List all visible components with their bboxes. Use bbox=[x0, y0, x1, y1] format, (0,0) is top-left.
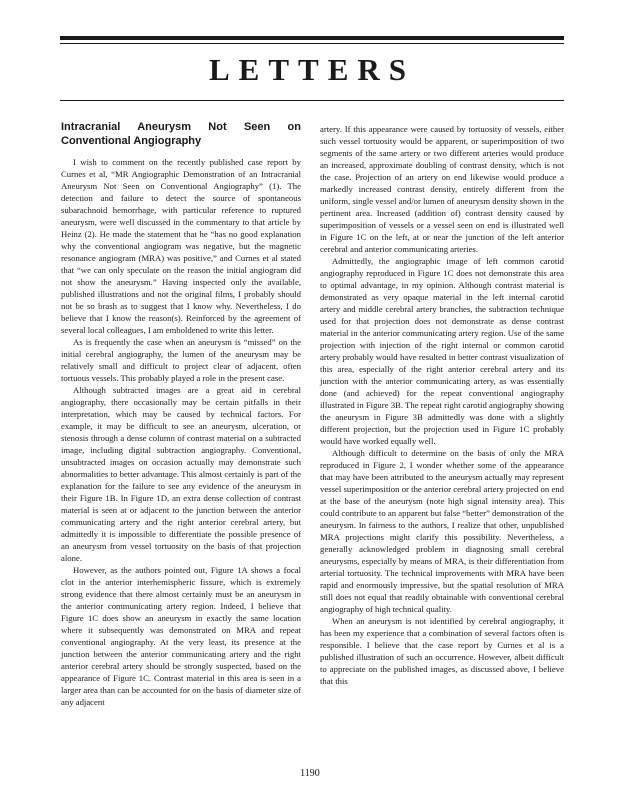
paragraph: Although subtracted images are a great aid in cerebral angiography, there occasionally may be certain pitfalls in their interpretation, which may be caused by technical factors. For example, it may be difficult to see an aneurysm, ulceration, or stenosis through a dense column of contrast material on a subtracted image, including digital subtraction angiography. Conventional, unsubtracted images on occasion actually may demonstrate such abnormalities to better advantage. This almost certainly is part of the explanation for the failure to see any evidence of the aneurysm in their Figure 1B. In Figure 1D, an extra dense collection of contrast material is seen at or adjacent to the junction between the anterior communicating artery and the right anterior cerebral artery, but admittedly it is impossible to differentiate the possible presence of an aneurysm from vessel tortuosity on the basis of that projection alone. bbox=[61, 385, 301, 563]
paragraph: Although difficult to determine on the basis of only the MRA reproduced in Figure 2, I wonder whether some of the appearance that may have been attributed to the aneurysm actually may represent vessel superimposition or the anterior cerebral artery projected on end at the base of the aneurysm (note high signal intensity area). This could contribute to an apparent but false “better” demonstration of the aneurysm. In fairness to the authors, I realize that other, unpublished MRA projections might clarify this possibility. Nevertheless, a generally acknowledged problem in diagnosing small cerebral aneurysms, especially by means of MRA, is their differentiation from arterial tortuosity. The technical improvements with MRA have been rapid and enormously impressive, but the spatial resolution of MRA still does not equal that readily obtainable with conventional cerebral angiography of high technical quality. bbox=[320, 448, 564, 614]
top-rule-thick bbox=[60, 36, 564, 40]
paragraph: When an aneurysm is not identified by cerebral angiography, it has been my experience that a combination of several factors often is responsible. I believe that the case report by Curnes et al is a published illustration of such an occurrence. However, albeit difficult to appreciate on the published images, as discussed above, I believe that this bbox=[320, 616, 564, 686]
left-column bbox=[61, 120, 301, 708]
paragraph: Admittedly, the angiographic image of left common carotid angiography reproduced in Figure 1C does not demonstrate this area to optimal advantage, in my opinion. Although contrast material is demonstrated as very opaque material in the left internal carotid artery and middle cerebral artery branches, the subtraction technique used for that projection does not demonstrate as dense contrast material in the anterior communicating artery region. Use of the same projection with injection of the right internal or common carotid artery probably would have resulted in better contrast visualization of this area, especially of the right anterior cerebral artery and its junction with the anterior communicating artery, as was essentially done (and achieved) for the repeat conventional angiography illustrated in Figure 3B. The repeat right carotid angiography showing the aneurysm in Figure 3B admittedly was done with a slightly different projection, but the projection used in Figure 1C probably would have worked equally well. bbox=[320, 256, 565, 446]
right-column bbox=[320, 123, 564, 687]
paragraph: artery. If this appearance were caused by tortuosity of vessels, either such vessel tortuosity would be apparent, or superimposition of two segments of the same artery or two different arteries would produce an increased, approximate doubling of contrast density, which is not the case. Projection of an artery on end likewise would produce a markedly increased contrast density, entirely different from the uniform, single vessel and/or lumen of aneurysm density shown in the pertinent area. Increased (addition of) contrast density caused by superimposition of vessels or a vessel seen on end is illustrated well in Figure 1C on the left, at or near the junction of the left anterior cerebral and anterior communicating arteries. bbox=[320, 124, 564, 254]
paragraph: I wish to comment on the recently published case report by Curnes et al, “MR Angiographic Demonstration of an Intracranial Aneurysm Not Seen on Conventional Angiography” (1). The detection and failure to detect the source of spontaneous subarachnoid hemorrhage, with particular reference to ruptured aneurysm, were well discussed in the commentary to that article by Heinz (2). He made the statement that he “has no good explanation why the conventional angiogram was negative, but the magnetic resonance angiogram (MRA) was positive,” and Curnes et al stated that “we can only speculate on the reason the initial angiogram did not show the aneurysm.” Having inspected only the available, published illustrations and not the original films, I probably should not be so brash as to suggest that I know why. Nevertheless, I do believe that I know the reason(s). Reinforced by the agreement of several local colleagues, I am emboldened to write this letter. bbox=[61, 157, 301, 335]
paragraph: As is frequently the case when an aneurysm is “missed” on the initial cerebral angiography, the lumen of the aneurysm may be relatively small and difficult to project clear of adjacent, often tortuous vessels. This probably played a role in the present case. bbox=[61, 337, 301, 383]
paragraph: However, as the authors pointed out, Figure 1A shows a focal clot in the anterior interhemispheric fissure, which is extremely strong evidence that there almost certainly must be an aneurysm in the anterior communicating artery region. Indeed, I believe that Figure 1C does show an aneurysm in exactly the same location where it subsequently was demonstrated on MRA and repeat conventional angiography. At the very least, its presence at the junction between the anterior communicating artery and the right anterior cerebral artery should be strongly suspected, based on the appearance of Figure 1C. Contrast material in this area is seen in a larger area than can be accounted for on the basis of diameter size of any adjacent bbox=[61, 565, 301, 707]
top-rule-thin bbox=[60, 43, 564, 44]
section-heading: LETTERS bbox=[208, 52, 415, 87]
page-number: 1190 bbox=[300, 768, 320, 779]
article-title: Intracranial Aneurysm Not Seen on Conventional Angiography bbox=[61, 121, 301, 147]
heading-rule bbox=[60, 100, 564, 101]
